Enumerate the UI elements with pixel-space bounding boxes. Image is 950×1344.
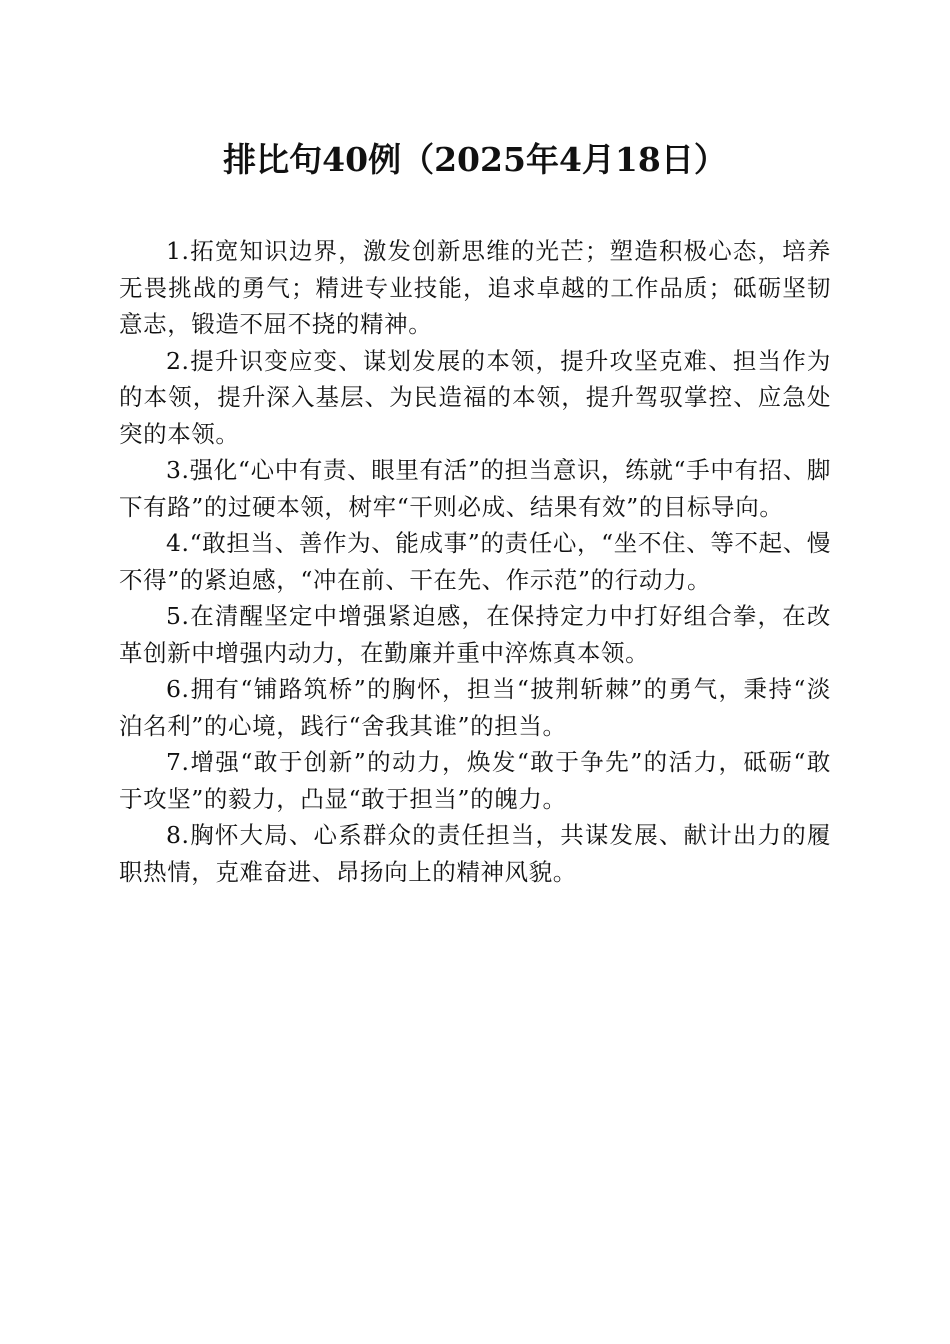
paragraph-3: 3.强化“心中有责、眼里有活”的担当意识，练就“手中有招、脚下有路”的过硬本领，树牢“干则必成、结果有效”的目标导向。 (119, 456, 831, 521)
paragraph-8: 8.胸怀大局、心系群众的责任担当，共谋发展、献计出力的履职热情，克难奋进、昂扬向上的精神风貌。 (119, 821, 831, 886)
document-body (119, 233, 831, 890)
paragraph-2: 2.提升识变应变、谋划发展的本领，提升攻坚克难、担当作为的本领，提升深入基层、为民造福的本领，提升驾驭掌控、应急处突的本领。 (119, 346, 831, 448)
paragraph-4: 4.“敢担当、善作为、能成事”的责任心，“坐不住、等不起、慢不得”的紧迫感，“冲在前、干在先、作示范”的行动力。 (119, 529, 831, 594)
paragraph-5: 5.在清醒坚定中增强紧迫感，在保持定力中打好组合拳，在改革创新中增强内动力，在勤廉并重中淬炼真本领。 (119, 602, 831, 667)
paragraph-6: 6.拥有“铺路筑桥”的胸怀，担当“披荆斩棘”的勇气，秉持“淡泊名利”的心境，践行“舍我其谁”的担当。 (119, 675, 831, 740)
page-title: 排比句40例（2025年4月18日） (223, 140, 727, 179)
paragraph-7: 7.增强“敢于创新”的动力，焕发“敢于争先”的活力，砥砺“敢于攻坚”的毅力，凸显“敢于担当”的魄力。 (119, 748, 831, 813)
paragraph-1: 1.拓宽知识边界，激发创新思维的光芒；塑造积极心态，培养无畏挑战的勇气；精进专业技能，追求卓越的工作品质；砥砺坚韧意志，锻造不屈不挠的精神。 (119, 237, 831, 338)
